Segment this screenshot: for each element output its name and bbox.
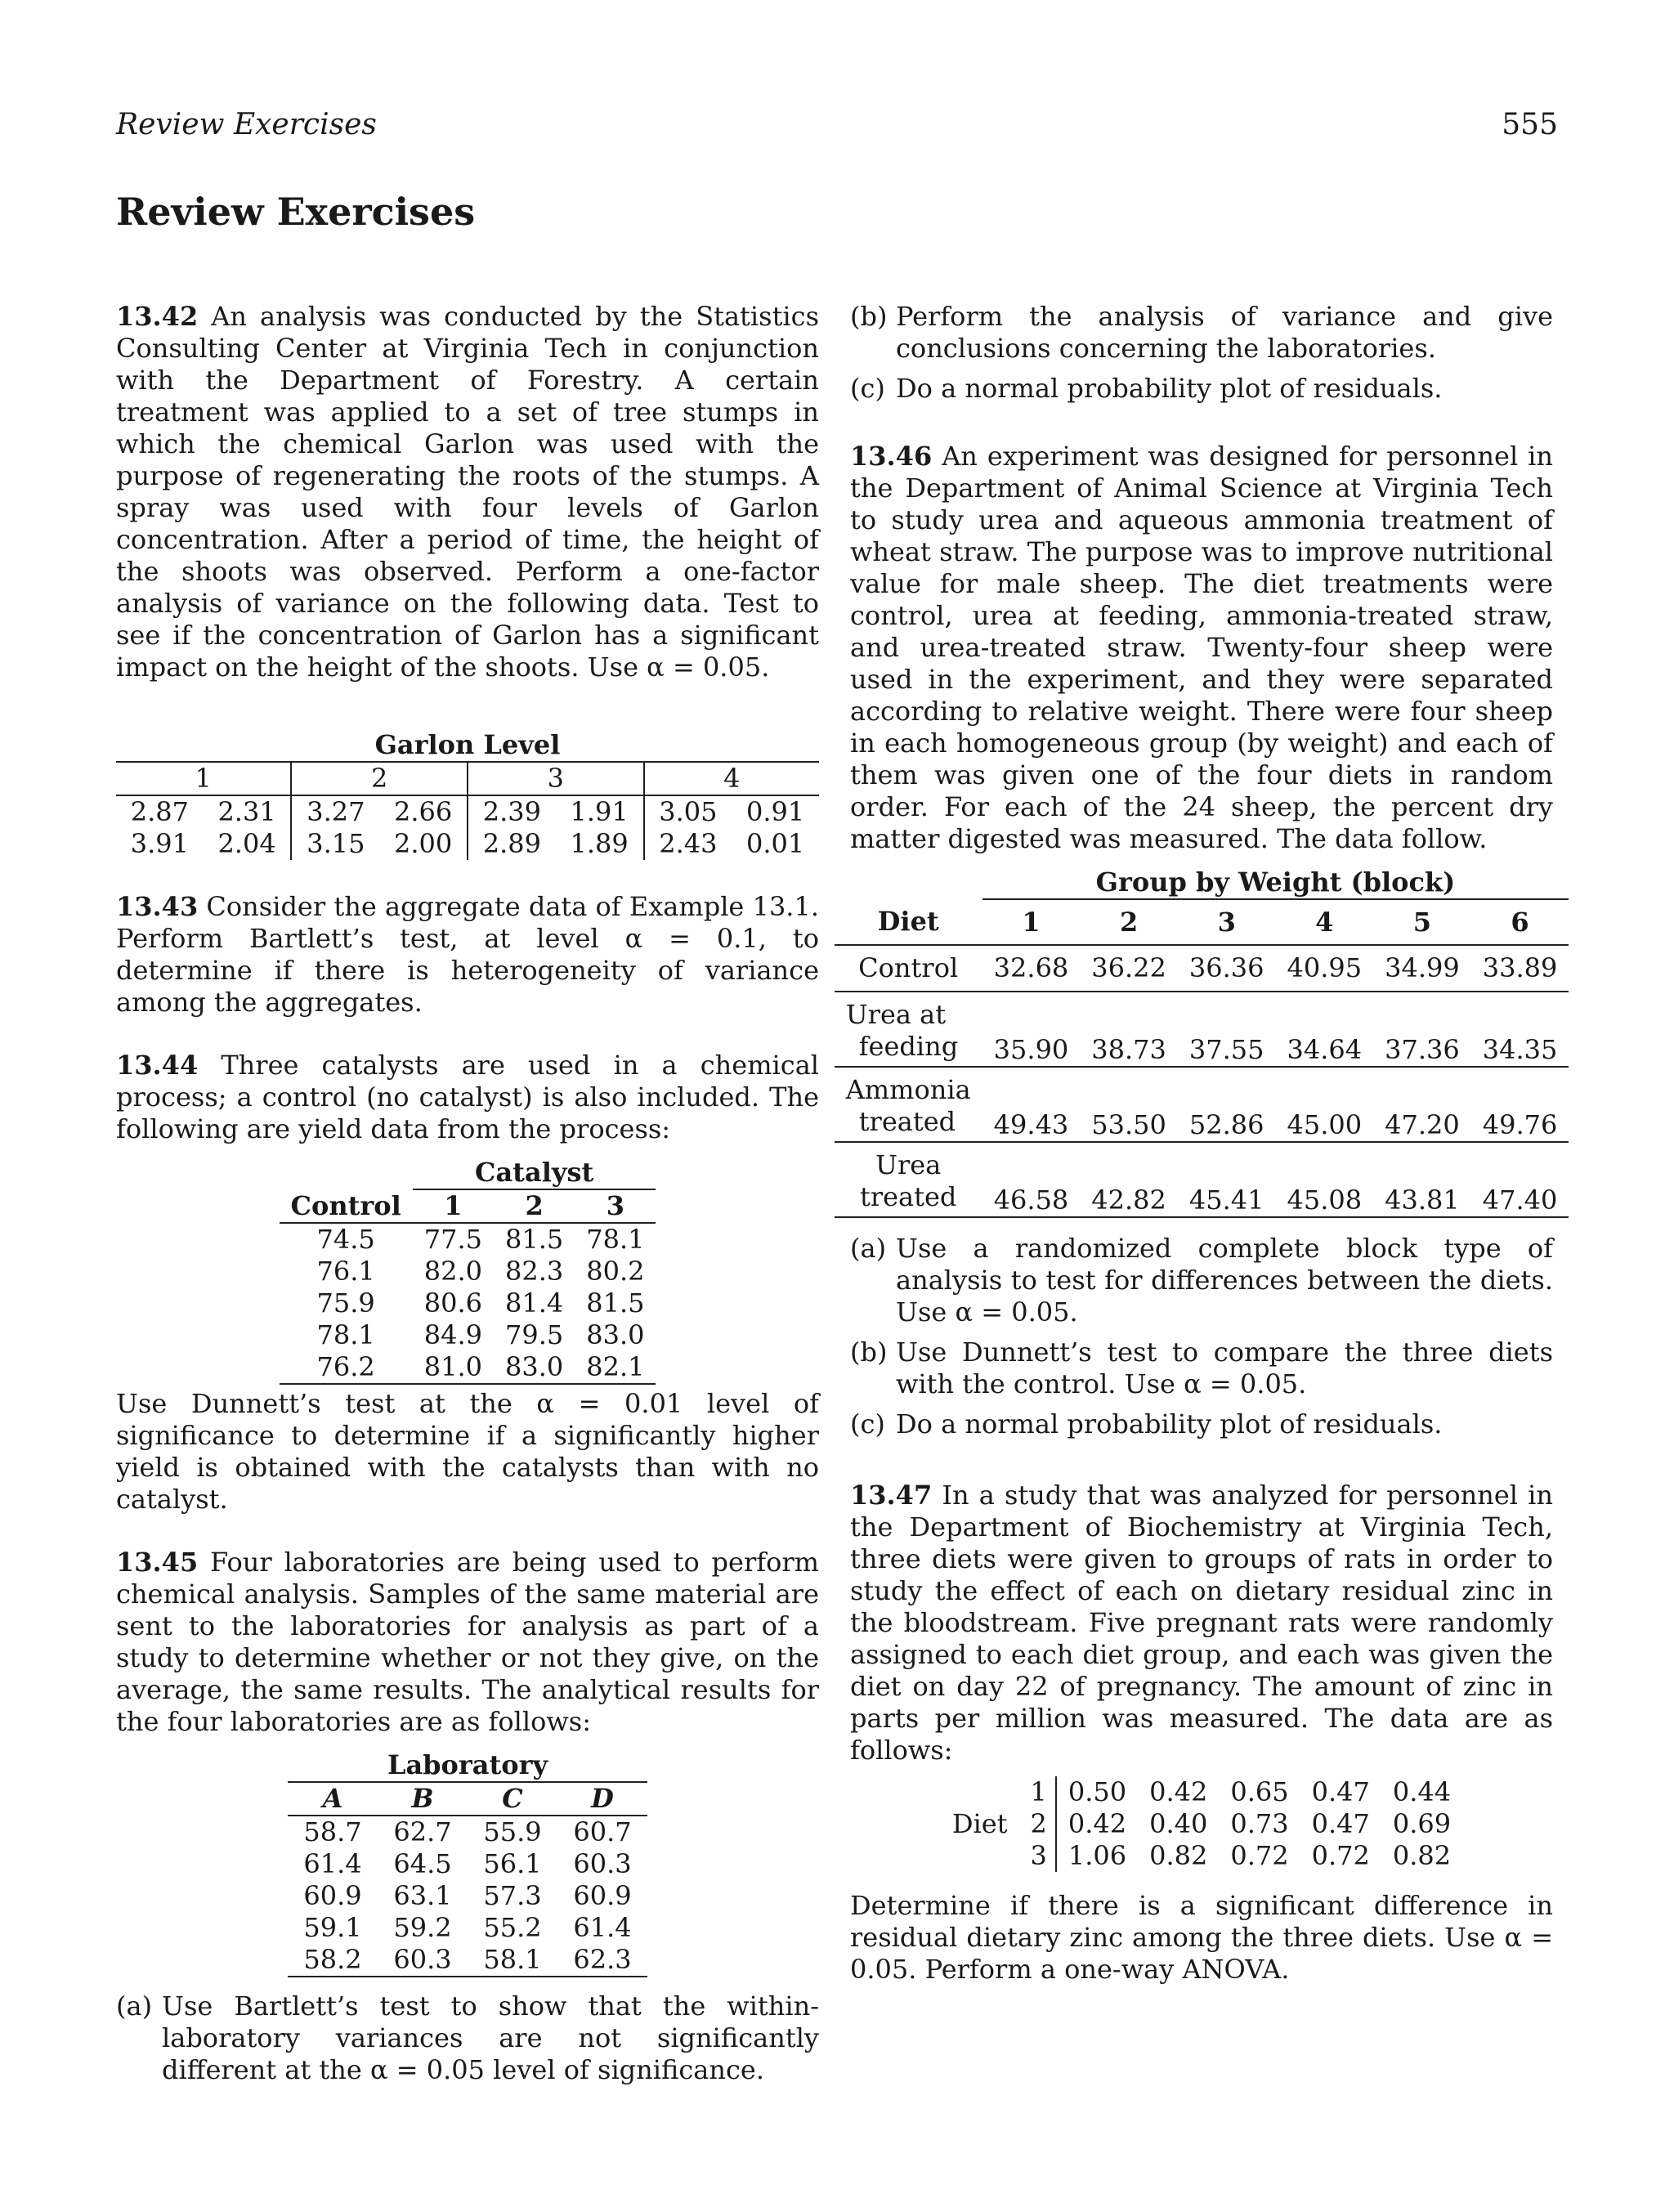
table-cell: 32.68 xyxy=(993,952,1069,983)
exercise-part xyxy=(850,301,1553,365)
exercise-13-47-text xyxy=(850,1480,1553,1766)
table-cell: 0.72 xyxy=(1230,1840,1289,1871)
table-cell: 63.1 xyxy=(393,1880,452,1911)
table-cell: 0.50 xyxy=(1056,1776,1138,1808)
part-label: (b) xyxy=(850,301,888,332)
table-cell: 80.6 xyxy=(423,1287,482,1319)
exercise-body: Four laboratories are being used to perform chemical analysis. Samples of the same material are sent to the laboratories for analysis as part of a study to determine whether or not they give, on the average, the same results. The analytical results for the four laboratories are as follows: xyxy=(116,1547,820,1737)
table-cell: 74.5 xyxy=(316,1224,375,1255)
table-row xyxy=(288,1848,647,1880)
exercise-body: An analysis was conducted by the Statistics Consulting Center at Virginia Tech in conjunction with the Department of Forestry. A certain treatment was applied to a set of tree stumps in which the chemical Garlon was used with the purpose of regenerating the roots of the stumps. A spray was used with four levels of Garlon concentration. After a period of time, the height of the shoots was observed. Perform a one-factor analysis of variance on the following data. Test to see if the concentration of Garlon has a significant impact on the height of the shoots. Use α = 0.05. xyxy=(116,301,820,683)
table-row xyxy=(116,828,819,860)
table-cell: 0.65 xyxy=(1230,1776,1289,1807)
table-row xyxy=(280,1256,656,1287)
garlon-level-header: 4 xyxy=(644,762,819,795)
table-cell: 81.4 xyxy=(504,1287,564,1319)
column-header: 4 xyxy=(1315,906,1334,938)
table-cell: 78.1 xyxy=(316,1319,375,1350)
exercise-13-42 xyxy=(116,301,819,860)
section-title: Review Exercises xyxy=(116,190,476,234)
table-row xyxy=(835,1142,1569,1217)
table-cell: 45.00 xyxy=(1287,1109,1363,1140)
exercise-number: 13.47 xyxy=(850,1480,933,1511)
table-cell: 0.91 xyxy=(746,796,805,827)
exercise-13-44 xyxy=(116,1050,819,1516)
table-row xyxy=(288,1816,647,1848)
exercise-part xyxy=(116,1990,819,2086)
column-header: 2 xyxy=(1119,906,1139,938)
column-header: 1 xyxy=(444,1190,463,1221)
table-cell: 3.27 xyxy=(291,795,379,828)
table-row xyxy=(116,795,819,828)
table-cell: 45.08 xyxy=(1287,1184,1363,1216)
table-row xyxy=(835,945,1569,992)
table-cell: 38.73 xyxy=(1091,1034,1166,1065)
diet-number: 1 xyxy=(1030,1776,1047,1807)
table-cell: 76.2 xyxy=(316,1351,375,1382)
diet-label-line: treated xyxy=(859,1181,957,1212)
exercise-13-45-continued xyxy=(850,301,1553,405)
table-cell: 2.31 xyxy=(217,796,276,827)
table-cell: 45.41 xyxy=(1188,1184,1264,1216)
garlon-level-header: 3 xyxy=(468,762,644,795)
exercise-number: 13.42 xyxy=(116,301,199,332)
table-cell: 60.3 xyxy=(393,1944,452,1975)
exercise-13-42-text xyxy=(116,301,819,683)
table-cell: 2.87 xyxy=(130,796,189,827)
table-cell: 34.35 xyxy=(1482,1034,1558,1065)
table-cell: 77.5 xyxy=(423,1224,482,1255)
exercise-number: 13.43 xyxy=(116,891,199,922)
table-cell: 0.01 xyxy=(746,828,805,859)
table-cell: 55.2 xyxy=(483,1912,542,1943)
diet-number: 2 xyxy=(1030,1808,1047,1839)
exercise-body: Consider the aggregate data of Example 13.1. Perform Bartlett’s test, at level α = 0.1, to determine if there is heterogeneity of variance among the aggregates. xyxy=(116,891,820,1018)
exercise-number: 13.45 xyxy=(116,1547,199,1578)
table-cell: 37.36 xyxy=(1385,1034,1460,1065)
part-label: (b) xyxy=(850,1337,888,1368)
table-cell: 56.1 xyxy=(483,1848,542,1879)
table-cell: 1.06 xyxy=(1056,1840,1138,1872)
table-cell: 81.5 xyxy=(504,1224,564,1255)
exercise-part xyxy=(850,1408,1553,1440)
table-cell: 0.47 xyxy=(1311,1808,1370,1839)
table-cell: 49.76 xyxy=(1482,1109,1558,1140)
exercise-number: 13.44 xyxy=(116,1050,199,1081)
laboratory-table xyxy=(288,1749,647,1977)
table-row xyxy=(835,1067,1569,1142)
table-cell: 34.99 xyxy=(1385,952,1460,983)
table-cell: 57.3 xyxy=(483,1880,542,1911)
table-cell: 60.7 xyxy=(573,1816,632,1847)
table-cell: 60.9 xyxy=(303,1880,362,1911)
table-cell: 47.40 xyxy=(1482,1184,1558,1216)
table-row xyxy=(941,1840,1462,1872)
exercise-body: An experiment was designed for personnel in the Department of Animal Science at Virginia Tech to study urea and aqueous ammonia treatment of wheat straw. The purpose was to improve nutritional value for male sheep. The diet treatments were control, urea at feeding, ammonia-treated straw, and urea-treated straw. Twenty-four sheep were used in the experiment, and they were separated according to relative weight. There were four sheep in each homogeneous group (by weight) and each of them was given one of the four diets in random order. For each of the 24 sheep, the percent dry matter digested was measured. The data follow. xyxy=(850,441,1554,854)
table-cell: 79.5 xyxy=(504,1319,564,1350)
table-row xyxy=(288,1880,647,1912)
diet-label: Control xyxy=(858,952,959,983)
table-cell: 2.66 xyxy=(393,796,453,827)
table-cell: 1.89 xyxy=(570,828,629,859)
exercise-13-47 xyxy=(850,1480,1553,1986)
table-cell: 60.9 xyxy=(573,1880,632,1911)
table-cell: 42.82 xyxy=(1091,1184,1166,1216)
table-cell: 83.0 xyxy=(504,1351,564,1382)
column-header: A xyxy=(322,1783,343,1814)
right-column xyxy=(845,301,1558,2017)
exercise-13-45 xyxy=(116,1547,819,2086)
table-cell: 62.3 xyxy=(573,1944,632,1975)
catalyst-table xyxy=(280,1157,656,1385)
exercise-13-44-text xyxy=(116,1050,819,1145)
diet-label xyxy=(835,992,982,1067)
garlon-table-title: Garlon Level xyxy=(374,729,561,760)
table-cell: 58.2 xyxy=(303,1944,362,1975)
garlon-level-header: 2 xyxy=(291,762,468,795)
table-cell: 33.89 xyxy=(1482,952,1558,983)
table-cell: 0.69 xyxy=(1392,1808,1452,1839)
diet-label-line: Urea at xyxy=(845,999,947,1030)
table-cell: 60.3 xyxy=(573,1848,632,1879)
table-cell: 82.3 xyxy=(504,1256,564,1287)
table-cell: 64.5 xyxy=(393,1848,452,1879)
table-cell: 40.95 xyxy=(1287,952,1363,983)
exercise-13-44-after: Use Dunnett’s test at the α = 0.01 level of significance to determine if a significantly higher yield is obtained with the catalysts than with no catalyst. xyxy=(116,1388,819,1515)
table-cell: 3.91 xyxy=(130,828,189,859)
table-row xyxy=(280,1223,656,1256)
table-cell: 2.43 xyxy=(644,828,732,860)
zinc-table xyxy=(941,1776,1462,1872)
table-cell: 34.64 xyxy=(1287,1034,1363,1065)
table-cell: 61.4 xyxy=(303,1848,362,1879)
table-cell: 3.05 xyxy=(644,795,732,828)
table-cell: 0.42 xyxy=(1149,1776,1208,1807)
table-cell: 0.47 xyxy=(1311,1776,1370,1807)
diet-label xyxy=(835,1142,982,1217)
table-cell: 81.0 xyxy=(423,1351,482,1382)
part-label: (a) xyxy=(116,1990,153,2022)
table-row xyxy=(280,1351,656,1384)
table-row xyxy=(941,1776,1462,1808)
column-header: 2 xyxy=(525,1190,544,1221)
table-cell: 61.4 xyxy=(573,1912,632,1943)
table-cell: 83.0 xyxy=(586,1319,645,1350)
table-cell: 2.39 xyxy=(468,795,556,828)
table-row xyxy=(941,1808,1462,1840)
exercise-number: 13.46 xyxy=(850,441,933,472)
table-cell: 46.58 xyxy=(993,1184,1069,1216)
table-cell: 0.73 xyxy=(1230,1808,1289,1839)
table-cell: 36.22 xyxy=(1091,952,1166,983)
table-cell: 36.36 xyxy=(1188,952,1264,983)
diet-number: 3 xyxy=(1030,1840,1047,1871)
table-row xyxy=(288,1912,647,1944)
part-label: (a) xyxy=(850,1233,887,1264)
table-cell: 2.89 xyxy=(468,828,556,860)
exercise-part xyxy=(850,1337,1553,1400)
table-cell: 76.1 xyxy=(316,1256,375,1287)
column-header: 5 xyxy=(1412,906,1432,938)
table-cell: 35.90 xyxy=(993,1034,1069,1065)
table-cell: 2.00 xyxy=(393,828,453,859)
diet-label xyxy=(835,1067,982,1142)
column-header: D xyxy=(591,1783,614,1814)
table-cell: 78.1 xyxy=(586,1224,645,1255)
table-cell: 37.55 xyxy=(1188,1034,1264,1065)
diet-header: Diet xyxy=(877,906,939,937)
table-cell: 82.1 xyxy=(586,1351,645,1382)
table-cell: 0.72 xyxy=(1311,1840,1370,1871)
column-header: 1 xyxy=(1022,906,1041,938)
page-number: 555 xyxy=(1502,108,1558,141)
exercise-13-43-text xyxy=(116,891,819,1019)
part-text: Do a normal probability plot of residuals. xyxy=(896,373,1443,404)
exercise-body: Three catalysts are used in a chemical process; a control (no catalyst) is also included. The following are yield data from the process: xyxy=(116,1050,820,1144)
part-label: (c) xyxy=(850,1408,885,1440)
table-row xyxy=(280,1319,656,1351)
exercise-body: In a study that was analyzed for personnel in the Department of Biochemistry at Virginia Tech, three diets were given to groups of rats in order to study the effect of each on dietary residual zinc in the bloodstream. Five pregnant rats were randomly assigned to each diet group, and each was given the diet on day 22 of pregnancy. The amount of zinc in parts per million was measured. The data are as follows: xyxy=(850,1480,1554,1766)
sheep-diet-table xyxy=(835,866,1569,1218)
exercise-13-46-text xyxy=(850,441,1553,855)
part-text: Do a normal probability plot of residuals. xyxy=(896,1408,1443,1440)
table-cell: 81.5 xyxy=(586,1287,645,1319)
part-text: Use Bartlett’s test to show that the within-laboratory variances are not significantly different at the α = 0.05 level of significance. xyxy=(162,1990,819,2085)
diet-row-label: Diet xyxy=(951,1808,1008,1839)
block-group-header: Group by Weight (block) xyxy=(982,866,1569,899)
table-row xyxy=(835,992,1569,1067)
exercise-part xyxy=(850,373,1553,405)
table-cell: 62.7 xyxy=(393,1816,452,1847)
exercise-13-47-after: Determine if there is a significant difference in residual dietary zinc among the three diets. Use α = 0.05. Perform a one-way ANOVA. xyxy=(850,1890,1553,1985)
table-cell: 55.9 xyxy=(483,1816,542,1847)
table-cell: 47.20 xyxy=(1385,1109,1460,1140)
part-text: Use a randomized complete block type of analysis to test for differences between the diets. Use α = 0.05. xyxy=(896,1233,1553,1328)
column-header: C xyxy=(502,1783,523,1814)
exercise-part xyxy=(850,1233,1553,1328)
running-header xyxy=(116,108,1558,149)
part-label: (c) xyxy=(850,373,885,404)
catalyst-group-header: Catalyst xyxy=(413,1157,656,1189)
table-cell: 53.50 xyxy=(1091,1109,1166,1140)
diet-label-line: feeding xyxy=(858,1031,959,1062)
column-header: B xyxy=(411,1783,434,1814)
part-text: Use Dunnett’s test to compare the three diets with the control. Use α = 0.05. xyxy=(896,1337,1553,1399)
column-header: Control xyxy=(290,1189,401,1221)
part-text: Perform the analysis of variance and give conclusions concerning the laboratories. xyxy=(896,301,1553,364)
laboratory-table-title: Laboratory xyxy=(387,1749,548,1780)
table-cell: 1.91 xyxy=(570,796,629,827)
table-cell: 49.43 xyxy=(993,1109,1069,1140)
table-cell: 52.86 xyxy=(1188,1109,1264,1140)
table-cell: 0.82 xyxy=(1392,1840,1452,1871)
table-cell: 80.2 xyxy=(586,1256,645,1287)
table-cell: 84.9 xyxy=(423,1319,482,1350)
table-cell: 75.9 xyxy=(316,1287,375,1319)
diet-label-line: Urea xyxy=(875,1149,942,1180)
table-cell: 59.2 xyxy=(393,1912,452,1943)
table-cell: 43.81 xyxy=(1385,1184,1460,1216)
table-cell: 0.44 xyxy=(1392,1776,1452,1807)
exercise-13-43 xyxy=(116,891,819,1019)
diet-label-line: Ammonia xyxy=(845,1074,971,1105)
left-column xyxy=(116,301,819,2117)
column-header: 3 xyxy=(1217,906,1236,938)
table-cell: 58.1 xyxy=(483,1944,542,1975)
running-header-section: Review Exercises xyxy=(116,108,377,141)
table-cell: 0.40 xyxy=(1149,1808,1208,1839)
table-cell: 82.0 xyxy=(423,1256,482,1287)
exercise-13-45-text xyxy=(116,1547,819,1738)
table-cell: 59.1 xyxy=(303,1912,362,1943)
table-cell: 0.82 xyxy=(1149,1840,1208,1871)
table-row xyxy=(288,1944,647,1977)
column-header: 6 xyxy=(1511,906,1529,938)
table-cell: 2.04 xyxy=(217,828,276,859)
table-cell: 0.42 xyxy=(1056,1808,1138,1840)
exercise-13-46 xyxy=(845,441,1558,1440)
table-cell: 58.7 xyxy=(303,1816,362,1847)
table-cell: 3.15 xyxy=(291,828,379,860)
diet-label-line: treated xyxy=(858,1106,956,1137)
garlon-table xyxy=(116,729,819,860)
garlon-level-header: 1 xyxy=(195,763,212,794)
table-row xyxy=(280,1287,656,1319)
column-header: 3 xyxy=(606,1190,624,1221)
